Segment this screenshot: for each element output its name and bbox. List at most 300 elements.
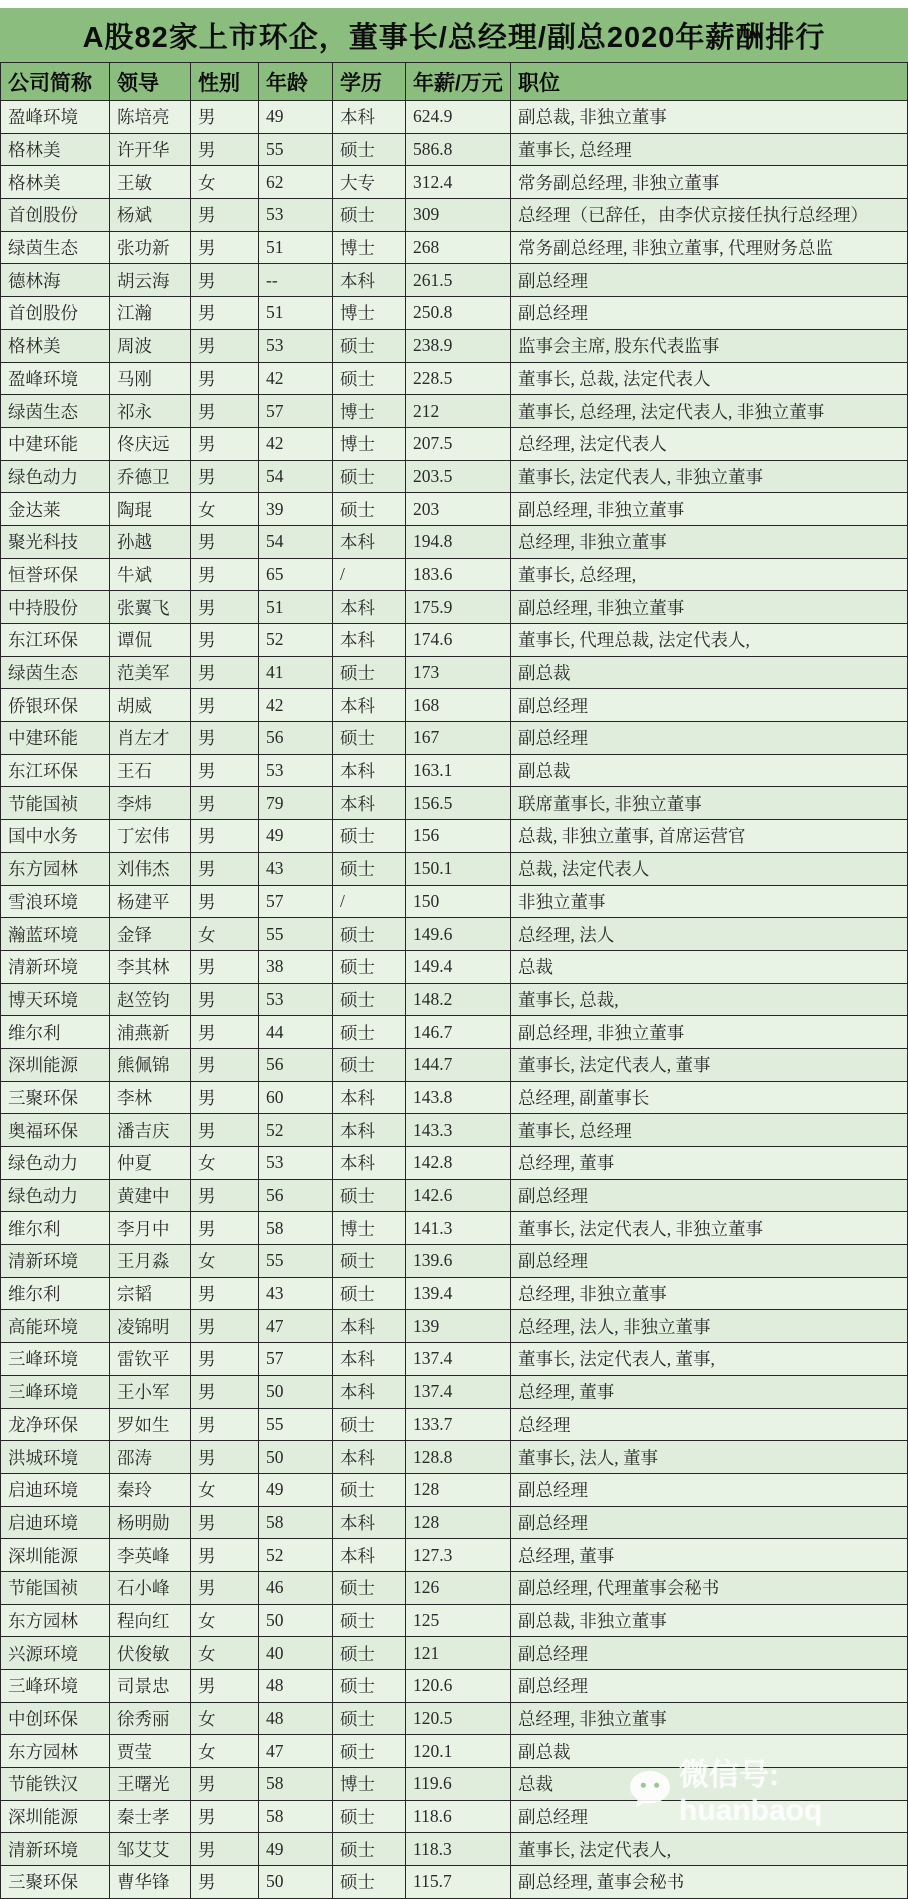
table-row	[1, 133, 908, 166]
cell-position: 副总经理	[511, 1506, 908, 1539]
cell-age: 53	[259, 1147, 333, 1180]
cell-leader: 王敏	[110, 166, 191, 199]
cell-age: 58	[259, 1212, 333, 1245]
cell-position: 副总裁	[511, 1735, 908, 1768]
cell-gender: 男	[191, 1016, 259, 1049]
cell-company: 金达莱	[1, 493, 110, 526]
cell-education: 硕士	[333, 1277, 406, 1310]
cell-leader: 罗如生	[110, 1408, 191, 1441]
cell-salary: 194.8	[406, 525, 511, 558]
cell-gender: 男	[191, 820, 259, 853]
cell-company: 格林美	[1, 133, 110, 166]
cell-leader: 马刚	[110, 362, 191, 395]
cell-salary: 139	[406, 1310, 511, 1343]
cell-salary: 309	[406, 199, 511, 232]
cell-position: 董事长, 总裁, 法定代表人	[511, 362, 908, 395]
cell-leader: 浦燕新	[110, 1016, 191, 1049]
cell-position: 副总经理	[511, 689, 908, 722]
cell-leader: 陶琨	[110, 493, 191, 526]
cell-salary: 163.1	[406, 754, 511, 787]
cell-gender: 男	[191, 1441, 259, 1474]
cell-leader: 胡云海	[110, 264, 191, 297]
cell-gender: 女	[191, 1473, 259, 1506]
cell-company: 维尔利	[1, 1016, 110, 1049]
cell-position: 副总裁	[511, 656, 908, 689]
cell-company: 启迪环境	[1, 1473, 110, 1506]
cell-salary: 146.7	[406, 1016, 511, 1049]
cell-gender: 男	[191, 297, 259, 330]
cell-gender: 男	[191, 754, 259, 787]
cell-leader: 伏俊敏	[110, 1637, 191, 1670]
table-row	[1, 1245, 908, 1278]
cell-gender: 女	[191, 493, 259, 526]
cell-age: 42	[259, 362, 333, 395]
table-row	[1, 950, 908, 983]
cell-education: 本科	[333, 1441, 406, 1474]
cell-leader: 杨斌	[110, 199, 191, 232]
cell-company: 三峰环境	[1, 1375, 110, 1408]
cell-company: 清新环境	[1, 1245, 110, 1278]
cell-company: 东方园林	[1, 852, 110, 885]
cell-gender: 男	[191, 689, 259, 722]
cell-education: 本科	[333, 624, 406, 657]
salary-ranking-table	[0, 62, 908, 1899]
cell-salary: 118.6	[406, 1800, 511, 1833]
cell-education: 本科	[333, 787, 406, 820]
table-row	[1, 525, 908, 558]
cell-salary: 168	[406, 689, 511, 722]
cell-leader: 宗韬	[110, 1277, 191, 1310]
cell-leader: 潘吉庆	[110, 1114, 191, 1147]
cell-gender: 男	[191, 950, 259, 983]
cell-company: 首创股份	[1, 297, 110, 330]
cell-education: 硕士	[333, 1702, 406, 1735]
cell-position: 监事会主席, 股东代表监事	[511, 329, 908, 362]
table-row	[1, 787, 908, 820]
cell-position: 副总经理	[511, 1637, 908, 1670]
cell-gender: 男	[191, 1048, 259, 1081]
cell-company: 维尔利	[1, 1277, 110, 1310]
table-row	[1, 362, 908, 395]
cell-age: 56	[259, 722, 333, 755]
cell-gender: 女	[191, 1702, 259, 1735]
cell-age: 56	[259, 1179, 333, 1212]
table-row	[1, 427, 908, 460]
cell-age: 50	[259, 1441, 333, 1474]
cell-education: 本科	[333, 1343, 406, 1376]
cell-age: 62	[259, 166, 333, 199]
cell-age: 53	[259, 983, 333, 1016]
cell-education: 硕士	[333, 329, 406, 362]
cell-position: 董事长, 总经理	[511, 1114, 908, 1147]
cell-education: 硕士	[333, 1833, 406, 1866]
cell-age: 40	[259, 1637, 333, 1670]
cell-position: 副总裁	[511, 754, 908, 787]
cell-company: 绿茵生态	[1, 395, 110, 428]
cell-age: 53	[259, 329, 333, 362]
cell-company: 启迪环境	[1, 1506, 110, 1539]
cell-leader: 王曙光	[110, 1768, 191, 1801]
cell-position: 总经理, 非独立董事	[511, 525, 908, 558]
cell-position: 董事长, 总经理	[511, 133, 908, 166]
cell-company: 博天环境	[1, 983, 110, 1016]
cell-education: 本科	[333, 1506, 406, 1539]
cell-education: 博士	[333, 1212, 406, 1245]
cell-position: 总经理, 非独立董事	[511, 1702, 908, 1735]
cell-position: 常务副总经理, 非独立董事	[511, 166, 908, 199]
cell-age: 46	[259, 1571, 333, 1604]
cell-education: /	[333, 558, 406, 591]
cell-age: 55	[259, 918, 333, 951]
cell-age: 38	[259, 950, 333, 983]
cell-leader: 李林	[110, 1081, 191, 1114]
table-row	[1, 820, 908, 853]
table-row	[1, 656, 908, 689]
cell-education: 大专	[333, 166, 406, 199]
cell-company: 维尔利	[1, 1212, 110, 1245]
cell-education: 硕士	[333, 1637, 406, 1670]
cell-education: 本科	[333, 1539, 406, 1572]
cell-leader: 孙越	[110, 525, 191, 558]
cell-company: 深圳能源	[1, 1539, 110, 1572]
cell-leader: 杨明勋	[110, 1506, 191, 1539]
cell-gender: 男	[191, 656, 259, 689]
table-row	[1, 231, 908, 264]
cell-gender: 女	[191, 1147, 259, 1180]
cell-age: 55	[259, 1245, 333, 1278]
cell-company: 国中水务	[1, 820, 110, 853]
cell-salary: 207.5	[406, 427, 511, 460]
table-row	[1, 101, 908, 134]
cell-education: 硕士	[333, 1670, 406, 1703]
cell-position: 副总经理	[511, 1800, 908, 1833]
table-row	[1, 1147, 908, 1180]
cell-leader: 司景忠	[110, 1670, 191, 1703]
cell-gender: 男	[191, 787, 259, 820]
cell-salary: 173	[406, 656, 511, 689]
cell-position: 总经理, 法定代表人	[511, 427, 908, 460]
cell-gender: 男	[191, 231, 259, 264]
cell-company: 三聚环保	[1, 1866, 110, 1899]
cell-company: 聚光科技	[1, 525, 110, 558]
cell-education: 本科	[333, 1147, 406, 1180]
cell-salary: 125	[406, 1604, 511, 1637]
cell-leader: 程向红	[110, 1604, 191, 1637]
cell-position: 常务副总经理, 非独立董事, 代理财务总监	[511, 231, 908, 264]
cell-gender: 男	[191, 460, 259, 493]
table-row	[1, 297, 908, 330]
cell-age: 53	[259, 754, 333, 787]
cell-salary: 144.7	[406, 1048, 511, 1081]
cell-leader: 熊佩锦	[110, 1048, 191, 1081]
table-row	[1, 1539, 908, 1572]
cell-leader: 凌锦明	[110, 1310, 191, 1343]
cell-education: 博士	[333, 231, 406, 264]
cell-gender: 男	[191, 1833, 259, 1866]
cell-salary: 141.3	[406, 1212, 511, 1245]
cell-position: 副总经理	[511, 297, 908, 330]
cell-salary: 142.8	[406, 1147, 511, 1180]
cell-salary: 120.1	[406, 1735, 511, 1768]
cell-gender: 男	[191, 199, 259, 232]
cell-company: 兴源环境	[1, 1637, 110, 1670]
cell-salary: 167	[406, 722, 511, 755]
cell-salary: 126	[406, 1571, 511, 1604]
cell-age: 60	[259, 1081, 333, 1114]
cell-salary: 133.7	[406, 1408, 511, 1441]
cell-company: 盈峰环境	[1, 362, 110, 395]
cell-gender: 男	[191, 329, 259, 362]
cell-education: 硕士	[333, 1048, 406, 1081]
cell-position: 副总经理, 非独立董事	[511, 493, 908, 526]
cell-leader: 雷钦平	[110, 1343, 191, 1376]
cell-age: 48	[259, 1670, 333, 1703]
cell-gender: 女	[191, 1245, 259, 1278]
cell-company: 洪城环境	[1, 1441, 110, 1474]
cell-gender: 男	[191, 1179, 259, 1212]
cell-leader: 金铎	[110, 918, 191, 951]
cell-position: 联席董事长, 非独立董事	[511, 787, 908, 820]
cell-company: 中建环能	[1, 427, 110, 460]
cell-salary: 183.6	[406, 558, 511, 591]
cell-education: 本科	[333, 1375, 406, 1408]
cell-leader: 黄建中	[110, 1179, 191, 1212]
cell-salary: 624.9	[406, 101, 511, 134]
table-row	[1, 460, 908, 493]
cell-salary: 212	[406, 395, 511, 428]
cell-leader: 肖左才	[110, 722, 191, 755]
table-row	[1, 329, 908, 362]
cell-company: 侨银环保	[1, 689, 110, 722]
column-header-salary: 年薪/万元	[406, 63, 511, 101]
cell-leader: 张翼飞	[110, 591, 191, 624]
cell-age: 58	[259, 1768, 333, 1801]
cell-age: 43	[259, 1277, 333, 1310]
cell-age: 58	[259, 1800, 333, 1833]
cell-company: 中持股份	[1, 591, 110, 624]
cell-company: 格林美	[1, 329, 110, 362]
cell-position: 副总经理	[511, 722, 908, 755]
table-row	[1, 1310, 908, 1343]
cell-position: 总经理	[511, 1408, 908, 1441]
cell-salary: 121	[406, 1637, 511, 1670]
cell-age: 50	[259, 1375, 333, 1408]
cell-gender: 男	[191, 1768, 259, 1801]
table-row	[1, 1768, 908, 1801]
cell-education: 硕士	[333, 493, 406, 526]
cell-gender: 男	[191, 1670, 259, 1703]
table-row	[1, 885, 908, 918]
cell-age: 49	[259, 1833, 333, 1866]
cell-position: 总裁	[511, 1768, 908, 1801]
cell-position: 副总裁, 非独立董事	[511, 101, 908, 134]
cell-education: 本科	[333, 264, 406, 297]
cell-gender: 男	[191, 1212, 259, 1245]
table-row	[1, 1604, 908, 1637]
cell-education: 硕士	[333, 1179, 406, 1212]
cell-age: 49	[259, 101, 333, 134]
cell-company: 绿茵生态	[1, 231, 110, 264]
cell-age: 47	[259, 1735, 333, 1768]
cell-salary: 238.9	[406, 329, 511, 362]
cell-company: 瀚蓝环境	[1, 918, 110, 951]
cell-salary: 128.8	[406, 1441, 511, 1474]
table-row	[1, 493, 908, 526]
cell-education: 硕士	[333, 1473, 406, 1506]
cell-company: 东江环保	[1, 754, 110, 787]
cell-company: 绿色动力	[1, 1147, 110, 1180]
table-row	[1, 754, 908, 787]
column-header-company: 公司简称	[1, 63, 110, 101]
cell-position: 总经理, 非独立董事	[511, 1277, 908, 1310]
table-row	[1, 1506, 908, 1539]
cell-position: 总经理, 法人, 非独立董事	[511, 1310, 908, 1343]
cell-gender: 男	[191, 1081, 259, 1114]
cell-education: 本科	[333, 101, 406, 134]
cell-gender: 男	[191, 133, 259, 166]
cell-leader: 徐秀丽	[110, 1702, 191, 1735]
cell-position: 副总经理	[511, 1245, 908, 1278]
page-title-text: A股82家上市环企，董事长/总经理/副总2020年薪酬排行	[82, 21, 826, 54]
table-row	[1, 558, 908, 591]
cell-age: 56	[259, 1048, 333, 1081]
cell-age: 50	[259, 1604, 333, 1637]
cell-salary: 149.4	[406, 950, 511, 983]
cell-education: 硕士	[333, 656, 406, 689]
cell-leader: 赵笠钧	[110, 983, 191, 1016]
cell-leader: 佟庆远	[110, 427, 191, 460]
table-row	[1, 1473, 908, 1506]
cell-position: 总经理, 董事	[511, 1375, 908, 1408]
cell-gender: 男	[191, 1800, 259, 1833]
cell-education: 硕士	[333, 362, 406, 395]
cell-salary: 312.4	[406, 166, 511, 199]
cell-age: 57	[259, 1343, 333, 1376]
cell-leader: 李英峰	[110, 1539, 191, 1572]
column-header-education: 学历	[333, 63, 406, 101]
cell-position: 副总裁, 非独立董事	[511, 1604, 908, 1637]
cell-company: 深圳能源	[1, 1800, 110, 1833]
cell-gender: 男	[191, 1866, 259, 1899]
cell-position: 副总经理, 非独立董事	[511, 591, 908, 624]
cell-education: 博士	[333, 395, 406, 428]
cell-leader: 刘伟杰	[110, 852, 191, 885]
cell-position: 总经理（已辞任，由李伏京接任执行总经理）	[511, 199, 908, 232]
cell-salary: 203	[406, 493, 511, 526]
cell-education: 硕士	[333, 199, 406, 232]
cell-age: 41	[259, 656, 333, 689]
table-row	[1, 1179, 908, 1212]
cell-education: 本科	[333, 1081, 406, 1114]
cell-position: 副总经理	[511, 1670, 908, 1703]
cell-salary: 127.3	[406, 1539, 511, 1572]
cell-education: 本科	[333, 689, 406, 722]
cell-education: 本科	[333, 525, 406, 558]
cell-age: 49	[259, 1473, 333, 1506]
cell-leader: 秦玲	[110, 1473, 191, 1506]
cell-education: 硕士	[333, 1800, 406, 1833]
cell-education: 硕士	[333, 1245, 406, 1278]
cell-salary: 149.6	[406, 918, 511, 951]
table-row	[1, 1833, 908, 1866]
cell-leader: 谭侃	[110, 624, 191, 657]
column-header-position: 职位	[511, 63, 908, 101]
cell-leader: 牛斌	[110, 558, 191, 591]
cell-age: 57	[259, 395, 333, 428]
table-row	[1, 1081, 908, 1114]
cell-leader: 石小峰	[110, 1571, 191, 1604]
cell-gender: 男	[191, 1408, 259, 1441]
cell-education: 硕士	[333, 1571, 406, 1604]
cell-salary: 139.4	[406, 1277, 511, 1310]
cell-gender: 男	[191, 558, 259, 591]
cell-company: 高能环境	[1, 1310, 110, 1343]
cell-education: 硕士	[333, 1604, 406, 1637]
cell-age: 51	[259, 231, 333, 264]
table-row	[1, 264, 908, 297]
cell-salary: 142.6	[406, 1179, 511, 1212]
cell-age: 52	[259, 1539, 333, 1572]
cell-position: 董事长, 法定代表人, 非独立董事	[511, 1212, 908, 1245]
table-row	[1, 983, 908, 1016]
cell-salary: 150.1	[406, 852, 511, 885]
cell-position: 总经理, 副董事长	[511, 1081, 908, 1114]
cell-position: 董事长, 代理总裁, 法定代表人,	[511, 624, 908, 657]
cell-education: 博士	[333, 1768, 406, 1801]
table-row	[1, 1212, 908, 1245]
cell-salary: 148.2	[406, 983, 511, 1016]
cell-leader: 江瀚	[110, 297, 191, 330]
cell-position: 副总经理, 非独立董事	[511, 1016, 908, 1049]
cell-leader: 周波	[110, 329, 191, 362]
cell-age: 58	[259, 1506, 333, 1539]
table-row	[1, 166, 908, 199]
top-margin	[0, 0, 908, 8]
table-row	[1, 852, 908, 885]
cell-education: 硕士	[333, 983, 406, 1016]
cell-salary: 175.9	[406, 591, 511, 624]
cell-salary: 156.5	[406, 787, 511, 820]
cell-education: 硕士	[333, 1735, 406, 1768]
cell-salary: 203.5	[406, 460, 511, 493]
table-row	[1, 918, 908, 951]
cell-salary: 156	[406, 820, 511, 853]
cell-leader: 秦士孝	[110, 1800, 191, 1833]
cell-company: 德林海	[1, 264, 110, 297]
cell-salary: 120.5	[406, 1702, 511, 1735]
cell-salary: 250.8	[406, 297, 511, 330]
cell-company: 清新环境	[1, 1833, 110, 1866]
cell-age: 52	[259, 1114, 333, 1147]
table-row	[1, 1016, 908, 1049]
cell-position: 董事长, 法定代表人, 董事	[511, 1048, 908, 1081]
table-row	[1, 1343, 908, 1376]
cell-leader: 张功新	[110, 231, 191, 264]
cell-company: 节能国祯	[1, 1571, 110, 1604]
cell-position: 董事长, 法定代表人,	[511, 1833, 908, 1866]
cell-leader: 乔德卫	[110, 460, 191, 493]
cell-leader: 邵涛	[110, 1441, 191, 1474]
table-row	[1, 1048, 908, 1081]
table-row	[1, 1866, 908, 1899]
cell-company: 盈峰环境	[1, 101, 110, 134]
cell-gender: 男	[191, 1114, 259, 1147]
cell-age: 49	[259, 820, 333, 853]
cell-salary: 174.6	[406, 624, 511, 657]
cell-leader: 贾莹	[110, 1735, 191, 1768]
cell-gender: 男	[191, 264, 259, 297]
cell-gender: 女	[191, 918, 259, 951]
